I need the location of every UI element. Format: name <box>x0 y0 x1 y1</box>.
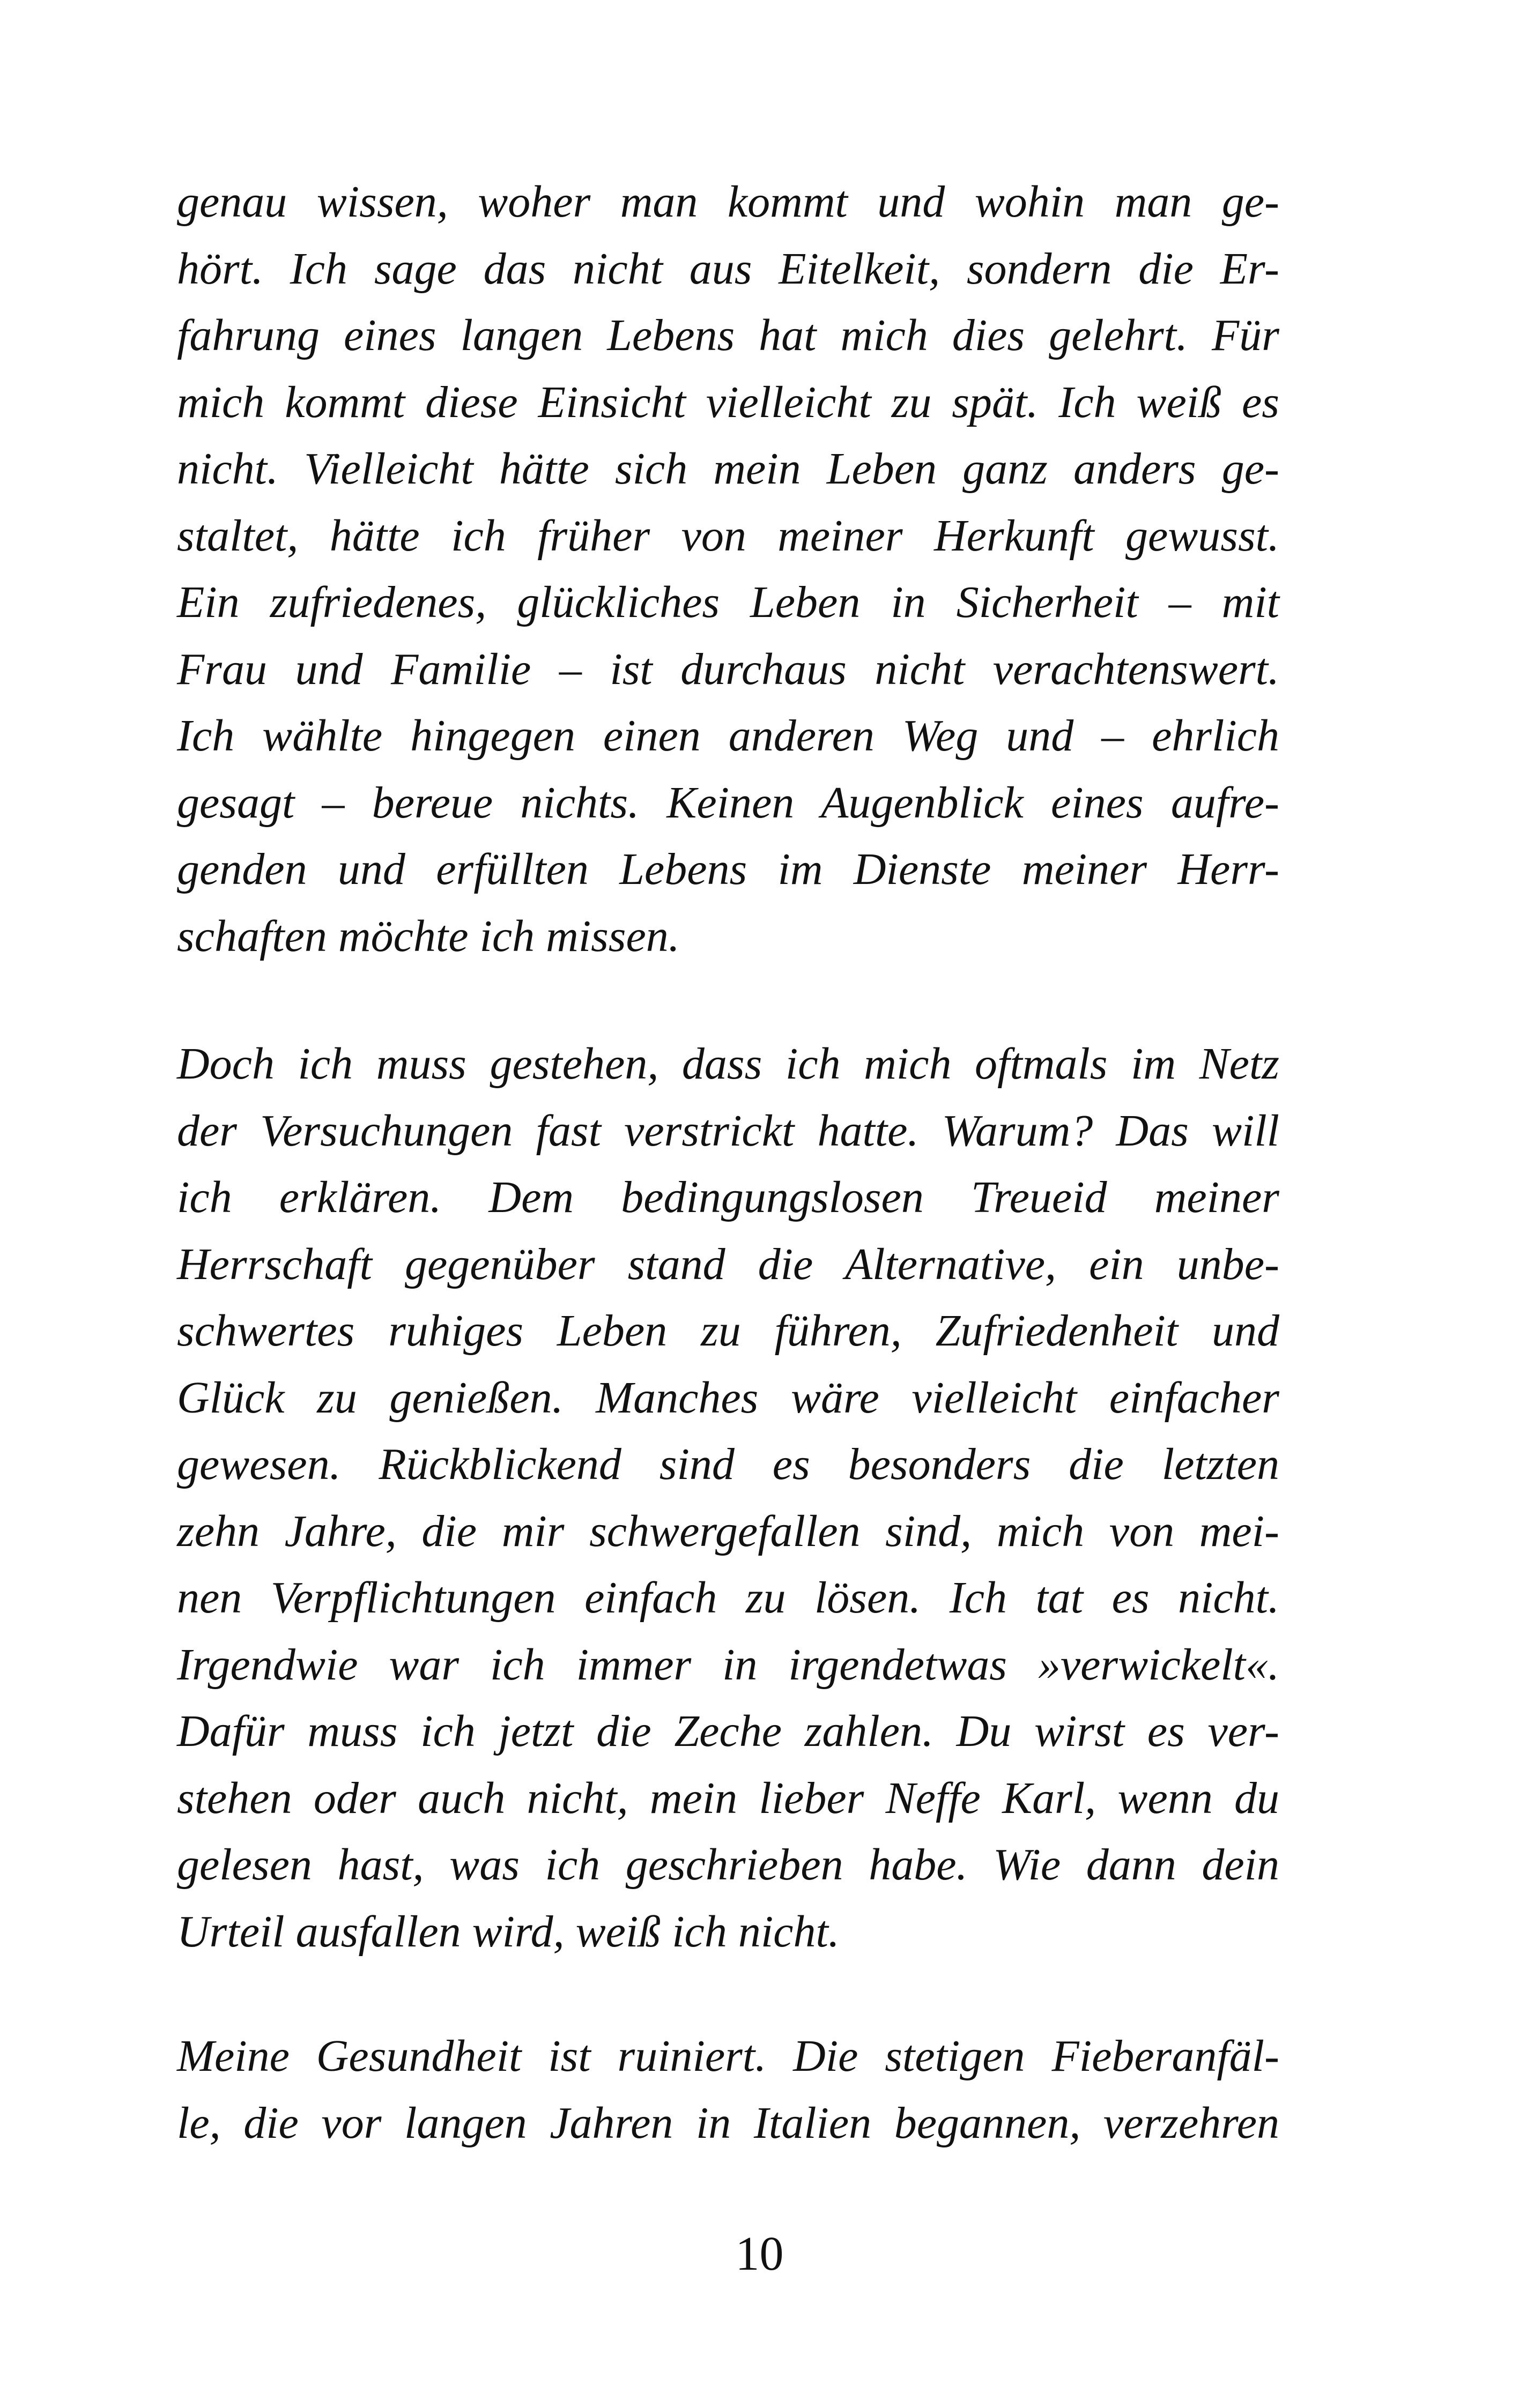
text-line: staltet, hätte ich früher von meiner Herkunft gewusst. <box>177 510 1279 561</box>
paragraph-2 <box>177 1031 1279 1965</box>
text-line: Dafür muss ich jetzt die Zeche zahlen. Du wirst es ver- <box>177 1706 1279 1756</box>
text-line: der Versuchungen fast verstrickt hatte. Warum? Das will <box>177 1105 1279 1156</box>
text-line: genau wissen, woher man kommt und wohin man ge- <box>177 177 1279 227</box>
text-line: Meine Gesundheit ist ruiniert. Die stetigen Fieberanfäl- <box>177 2031 1279 2081</box>
text-line: ich erklären. Dem bedingungslosen Treueid meiner <box>177 1172 1279 1222</box>
page-number: 10 <box>735 2227 784 2280</box>
text-line: Ein zufriedenes, glückliches Leben in Sicherheit – mit <box>177 577 1279 627</box>
text-line: stehen oder auch nicht, mein lieber Neffe Karl, wenn du <box>177 1773 1279 1823</box>
text-line: schaften möchte ich missen. <box>177 911 680 961</box>
text-line: fahrung eines langen Lebens hat mich dies gelehrt. Für <box>177 310 1279 360</box>
text-line: nen Verpflichtungen einfach zu lösen. Ich tat es nicht. <box>177 1573 1279 1623</box>
text-line: gelesen hast, was ich geschrieben habe. Wie dann dein <box>177 1840 1279 1890</box>
text-line: hört. Ich sage das nicht aus Eitelkeit, sondern die Er- <box>177 243 1279 294</box>
text-line: mich kommt diese Einsicht vielleicht zu spät. Ich weiß es <box>177 377 1279 427</box>
text-line: le, die vor langen Jahren in Italien begannen, verzehren <box>177 2098 1279 2148</box>
paragraph-1 <box>177 169 1279 970</box>
text-line: Frau und Familie – ist durchaus nicht verachtenswert. <box>177 644 1279 694</box>
text-line: Urteil ausfallen wird, weiß ich nicht. <box>177 1906 840 1957</box>
text-line: nicht. Vielleicht hätte sich mein Leben ganz anders ge- <box>177 444 1279 494</box>
text-line: Doch ich muss gestehen, dass ich mich oftmals im Netz <box>177 1039 1279 1089</box>
text-line: Herrschaft gegenüber stand die Alternative, ein unbe- <box>177 1239 1279 1289</box>
text-line: Irgendwie war ich immer in irgendetwas »verwickelt«. <box>177 1639 1279 1690</box>
text-line: gesagt – bereue nichts. Keinen Augenblick eines aufre- <box>177 777 1279 828</box>
text-line: Ich wählte hingegen einen anderen Weg und – ehrlich <box>177 711 1279 761</box>
text-line: gewesen. Rückblickend sind es besonders die letzten <box>177 1439 1279 1489</box>
paragraph-3 <box>177 2023 1279 2157</box>
text-line: genden und erfüllten Lebens im Dienste meiner Herr- <box>177 844 1279 894</box>
text-line: schwertes ruhiges Leben zu führen, Zufriedenheit und <box>177 1306 1279 1356</box>
text-line: zehn Jahre, die mir schwergefallen sind, mich von mei- <box>177 1506 1279 1556</box>
text-line: Glück zu genießen. Manches wäre vielleicht einfacher <box>177 1372 1279 1423</box>
